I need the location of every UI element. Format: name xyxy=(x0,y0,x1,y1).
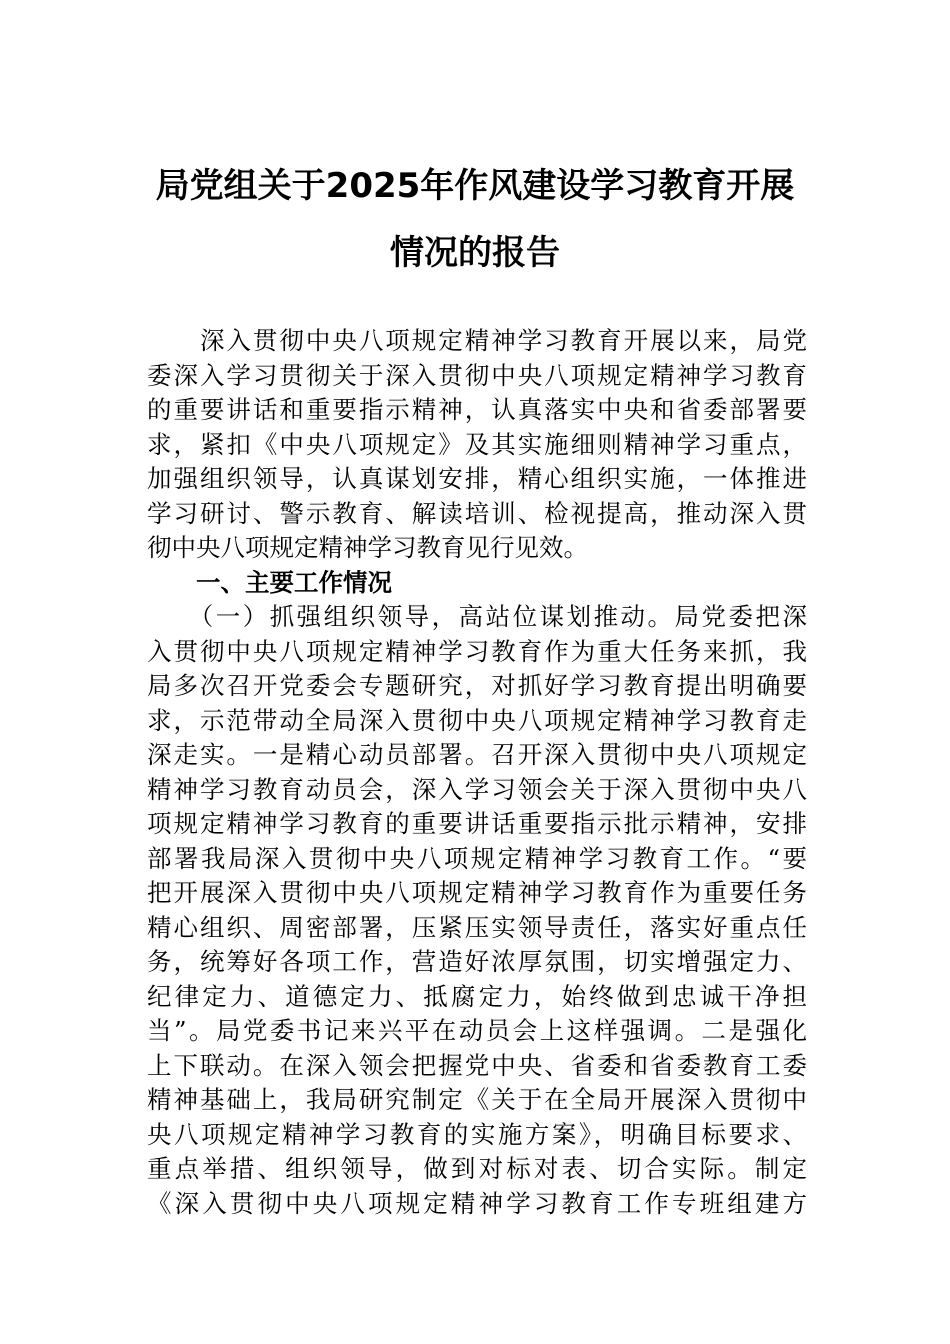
paragraph-line: 求，紧扣《中央八项规定》及其实施细则精神学习重点， xyxy=(147,429,807,459)
paragraph-line: 央八项规定精神学习教育的实施方案》，明确目标要求、 xyxy=(147,1119,807,1149)
document-title-line-2: 情况的报告 xyxy=(390,233,560,273)
paragraph-line: 《深入贯彻中央八项规定精神学习教育工作专班组建方 xyxy=(147,1188,807,1218)
paragraph-line: 上下联动。在深入领会把握党中央、省委和省委教育工委 xyxy=(147,1050,807,1080)
paragraph-line: 的重要讲话和重要指示精神，认真落实中央和省委部署要 xyxy=(147,395,807,424)
paragraph-line: 深走实。一是精心动员部署。召开深入贯彻中央八项规定 xyxy=(147,740,807,769)
paragraph-line: 深入贯彻中央八项规定精神学习教育开展以来，局党 xyxy=(147,326,807,355)
paragraph-line: 纪律定力、道德定力、抵腐定力，始终做到忠诚干净担 xyxy=(147,981,807,1011)
paragraph-line: 加强组织领导，认真谋划安排，精心组织实施，一体推进 xyxy=(147,464,807,493)
paragraph-line: 委深入学习贯彻关于深入贯彻中央八项规定精神学习教育 xyxy=(147,360,807,390)
paragraph-line: 学习研讨、警示教育、解读培训、检视提高，推动深入贯 xyxy=(147,498,807,528)
document-title-line-1: 局党组关于2025年作风建设学习教育开展 xyxy=(155,166,795,206)
paragraph-line: （一）抓强组织领导，高站位谋划推动。局党委把深 xyxy=(147,602,807,631)
paragraph-line: 把开展深入贯彻中央八项规定精神学习教育作为重要任务 xyxy=(147,878,807,907)
document-body xyxy=(147,324,807,1221)
paragraph-line: 项规定精神学习教育的重要讲话重要指示批示精神，安排 xyxy=(147,809,807,838)
paragraph-line: 务，统筹好各项工作，营造好浓厚氛围，切实增强定力、 xyxy=(147,947,807,976)
paragraph-line: 重点举措、组织领导，做到对标对表、切合实际。制定 xyxy=(147,1154,807,1183)
section-heading: 一、主要工作情况 xyxy=(147,567,392,597)
paragraph-line: 当”。局党委书记来兴平在动员会上这样强调。二是强化 xyxy=(147,1016,807,1045)
paragraph-line: 精神学习教育动员会，深入学习领会关于深入贯彻中央八 xyxy=(147,774,807,804)
paragraph-line: 部署我局深入贯彻中央八项规定精神学习教育工作。“要 xyxy=(147,843,807,873)
paragraph-line: 局多次召开党委会专题研究，对抓好学习教育提出明确要 xyxy=(147,671,807,700)
paragraph-line: 精心组织、周密部署，压紧压实领导责任，落实好重点任 xyxy=(147,912,807,942)
paragraph-line: 精神基础上，我局研究制定《关于在全局开展深入贯彻中 xyxy=(147,1085,807,1114)
paragraph-line: 求，示范带动全局深入贯彻中央八项规定精神学习教育走 xyxy=(147,705,807,735)
paragraph-line: 彻中央八项规定精神学习教育见行见效。 xyxy=(147,533,588,562)
paragraph-line: 入贯彻中央八项规定精神学习教育作为重大任务来抓，我 xyxy=(147,636,807,666)
